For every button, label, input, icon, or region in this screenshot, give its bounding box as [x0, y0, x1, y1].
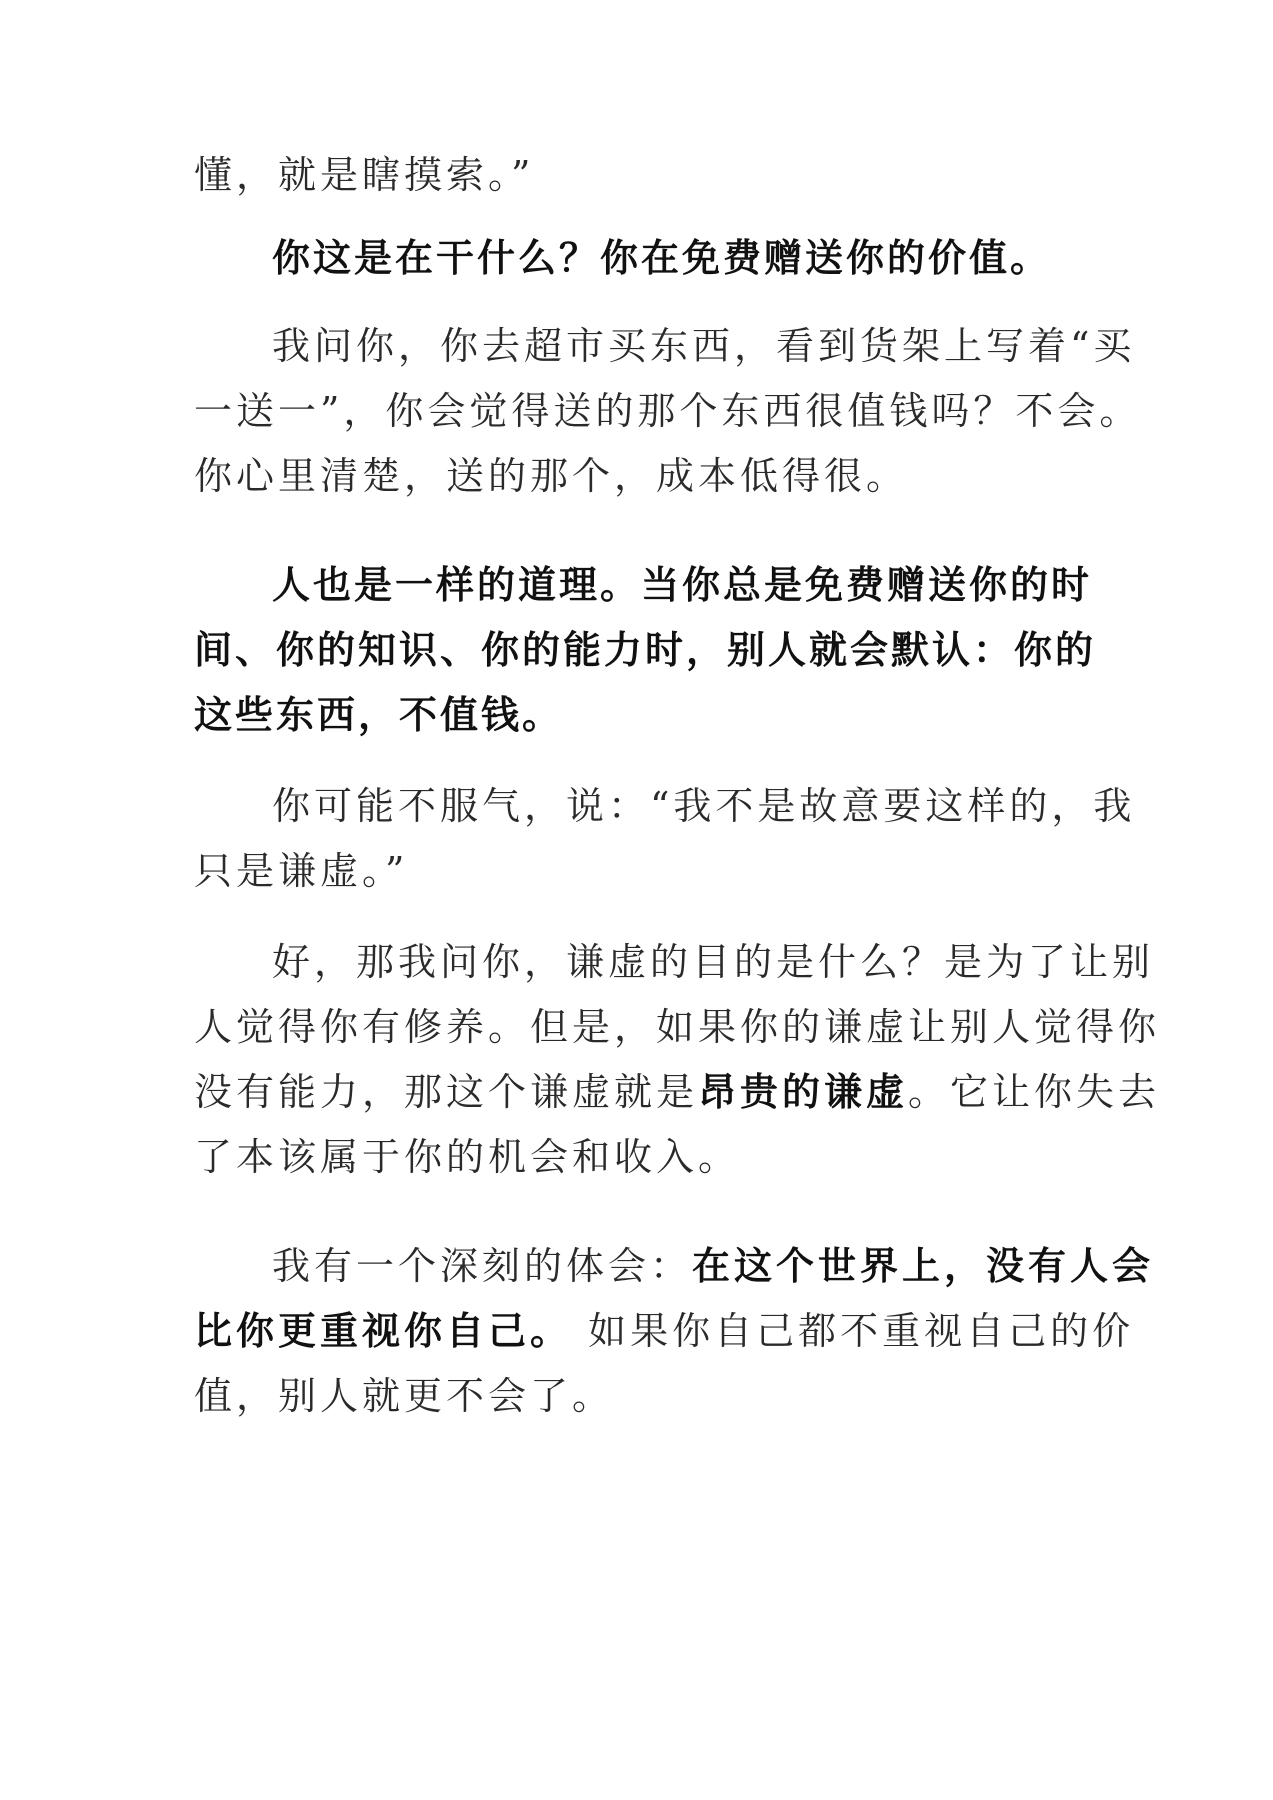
- paragraph-line: [194, 1204, 1155, 1288]
- paragraph-line: 了本该属于你的机会和收入。: [194, 1135, 741, 1179]
- bold-paragraph-line: 你这是在干什么？你在免费赠送你的价值。: [272, 236, 1052, 280]
- paragraph-line: 懂，就是瞎摸索。”: [194, 153, 535, 197]
- paragraph-line: 好，那我问你，谦虚的目的是什么？是为了让别: [272, 940, 1155, 984]
- paragraph-line: [194, 1277, 1135, 1353]
- emphasis-text: 昂贵的谦虚: [698, 1070, 909, 1114]
- paragraph-line: 人觉得你有修养。但是，如果你的谦虚让别人觉得你: [194, 1005, 1161, 1049]
- bold-paragraph-line: 这些东西，不值钱。: [194, 693, 564, 737]
- emphasis-text: 在这个世界上，没有人会: [692, 1244, 1155, 1288]
- bold-paragraph-line: 人也是一样的道理。当你总是免费赠送你的时: [272, 563, 1093, 607]
- paragraph-line: 我问你，你去超市买东西，看到货架上写着“买: [272, 324, 1136, 368]
- text-run: 没有能力，那这个谦虚就是: [194, 1070, 699, 1114]
- text-run: 我有一个深刻的体会：: [272, 1244, 693, 1288]
- bold-paragraph-line: 间、你的知识、你的能力时，别人就会默认：你的: [194, 628, 1097, 672]
- paragraph-line: 值，别人就更不会了。: [194, 1374, 615, 1418]
- paragraph-line: 你可能不服气，说：“我不是故意要这样的，我: [272, 784, 1136, 828]
- paragraph-line: 只是谦虚。”: [194, 849, 409, 893]
- emphasis-text: 比你更重视你自己。: [194, 1309, 573, 1353]
- paragraph-line: 一送一”，你会觉得送的那个东西很值钱吗？不会。: [194, 389, 1142, 433]
- paragraph-line: 你心里清楚，送的那个，成本低得很。: [194, 454, 909, 498]
- paragraph-line: [194, 1058, 1161, 1131]
- text-run: 如果你自己都不重视自己的价: [572, 1309, 1135, 1353]
- text-run: 。它让你失去: [908, 1070, 1161, 1114]
- document-body: [194, 153, 1161, 1423]
